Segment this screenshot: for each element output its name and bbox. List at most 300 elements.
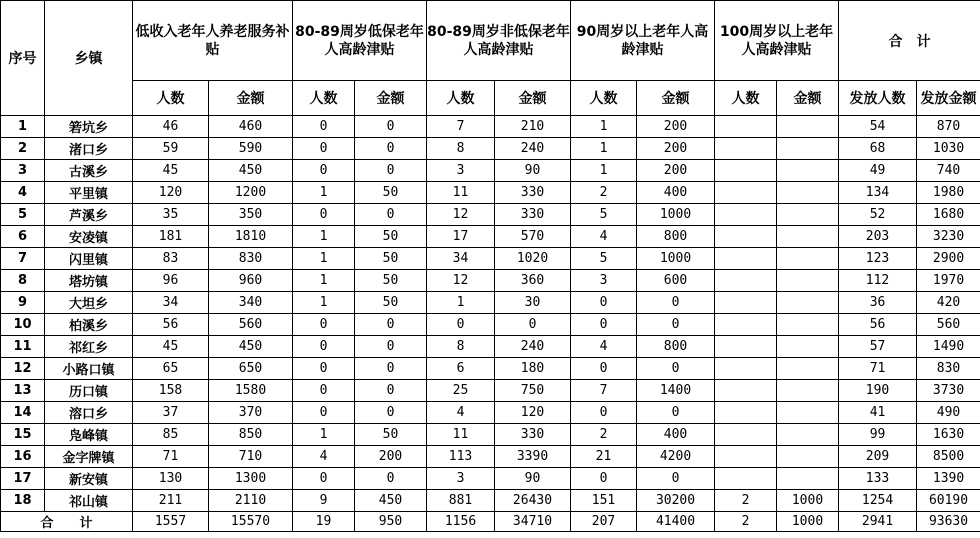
row-index: 15 bbox=[1, 424, 45, 446]
row-value: 800 bbox=[637, 226, 715, 248]
total-cell: 1156 bbox=[427, 512, 495, 532]
row-town: 安凌镇 bbox=[45, 226, 133, 248]
table-row bbox=[1, 204, 980, 226]
row-value: 0 bbox=[355, 358, 427, 380]
row-value: 85 bbox=[133, 424, 209, 446]
row-value: 740 bbox=[917, 160, 980, 182]
row-value: 112 bbox=[839, 270, 917, 292]
row-value: 0 bbox=[293, 314, 355, 336]
header-issued-amount: 发放金额 bbox=[917, 81, 980, 116]
row-value: 330 bbox=[495, 204, 571, 226]
row-value bbox=[715, 468, 777, 490]
header-people: 人数 bbox=[715, 81, 777, 116]
row-value: 8 bbox=[427, 138, 495, 160]
row-value: 4 bbox=[293, 446, 355, 468]
row-value: 710 bbox=[209, 446, 293, 468]
row-index: 10 bbox=[1, 314, 45, 336]
row-value: 4 bbox=[427, 402, 495, 424]
row-value: 1 bbox=[427, 292, 495, 314]
row-value: 56 bbox=[133, 314, 209, 336]
row-value: 11 bbox=[427, 424, 495, 446]
row-value: 4 bbox=[571, 336, 637, 358]
row-value: 4200 bbox=[637, 446, 715, 468]
row-value: 1 bbox=[571, 138, 637, 160]
row-value: 1 bbox=[293, 292, 355, 314]
row-value bbox=[715, 292, 777, 314]
row-index: 8 bbox=[1, 270, 45, 292]
row-value: 570 bbox=[495, 226, 571, 248]
row-value: 11 bbox=[427, 182, 495, 204]
row-value bbox=[777, 336, 839, 358]
header-group-80-89-non-dibao: 80-89周岁非低保老年人高龄津贴 bbox=[427, 1, 571, 81]
header-town: 乡镇 bbox=[45, 1, 133, 116]
row-value: 120 bbox=[133, 182, 209, 204]
row-value: 800 bbox=[637, 336, 715, 358]
row-value: 50 bbox=[355, 248, 427, 270]
row-value: 0 bbox=[571, 314, 637, 336]
row-value: 1490 bbox=[917, 336, 980, 358]
row-value bbox=[777, 270, 839, 292]
row-value: 0 bbox=[637, 314, 715, 336]
table-row bbox=[1, 248, 980, 270]
header-people: 人数 bbox=[571, 81, 637, 116]
row-index: 1 bbox=[1, 116, 45, 138]
row-town: 渚口乡 bbox=[45, 138, 133, 160]
row-value: 0 bbox=[355, 204, 427, 226]
row-value: 0 bbox=[571, 292, 637, 314]
row-value bbox=[777, 358, 839, 380]
row-index: 18 bbox=[1, 490, 45, 512]
row-index: 6 bbox=[1, 226, 45, 248]
row-value: 0 bbox=[293, 336, 355, 358]
row-value: 12 bbox=[427, 270, 495, 292]
row-value: 99 bbox=[839, 424, 917, 446]
header-amount: 金额 bbox=[637, 81, 715, 116]
row-value: 96 bbox=[133, 270, 209, 292]
row-value: 0 bbox=[293, 138, 355, 160]
row-value: 130 bbox=[133, 468, 209, 490]
row-value: 350 bbox=[209, 204, 293, 226]
row-value bbox=[777, 248, 839, 270]
row-value: 12 bbox=[427, 204, 495, 226]
row-value: 1810 bbox=[209, 226, 293, 248]
row-town: 古溪乡 bbox=[45, 160, 133, 182]
row-value: 1 bbox=[293, 182, 355, 204]
row-value bbox=[715, 402, 777, 424]
row-value: 1 bbox=[571, 160, 637, 182]
table-row bbox=[1, 424, 980, 446]
row-value: 0 bbox=[355, 138, 427, 160]
row-value: 2 bbox=[571, 424, 637, 446]
row-value bbox=[715, 182, 777, 204]
row-town: 闪里镇 bbox=[45, 248, 133, 270]
row-town: 小路口镇 bbox=[45, 358, 133, 380]
row-value bbox=[715, 204, 777, 226]
row-value: 17 bbox=[427, 226, 495, 248]
row-value: 57 bbox=[839, 336, 917, 358]
row-value: 5 bbox=[571, 204, 637, 226]
total-cell: 34710 bbox=[495, 512, 571, 532]
header-amount: 金额 bbox=[209, 81, 293, 116]
row-value: 8 bbox=[427, 336, 495, 358]
row-value: 0 bbox=[637, 358, 715, 380]
row-value: 240 bbox=[495, 138, 571, 160]
row-value: 1000 bbox=[777, 490, 839, 512]
row-town: 芦溪乡 bbox=[45, 204, 133, 226]
row-value: 54 bbox=[839, 116, 917, 138]
row-value: 0 bbox=[637, 468, 715, 490]
row-value bbox=[715, 116, 777, 138]
total-cell: 19 bbox=[293, 512, 355, 532]
row-value: 50 bbox=[355, 292, 427, 314]
row-value: 1390 bbox=[917, 468, 980, 490]
row-value bbox=[715, 424, 777, 446]
row-town: 凫峰镇 bbox=[45, 424, 133, 446]
row-value: 400 bbox=[637, 182, 715, 204]
row-value: 45 bbox=[133, 336, 209, 358]
row-value: 151 bbox=[571, 490, 637, 512]
table-row bbox=[1, 292, 980, 314]
table-row bbox=[1, 380, 980, 402]
row-value: 830 bbox=[917, 358, 980, 380]
row-value bbox=[715, 314, 777, 336]
table-row bbox=[1, 138, 980, 160]
row-value: 1020 bbox=[495, 248, 571, 270]
row-town: 大坦乡 bbox=[45, 292, 133, 314]
table-row bbox=[1, 490, 980, 512]
row-value: 1 bbox=[293, 270, 355, 292]
row-value bbox=[777, 226, 839, 248]
row-index: 13 bbox=[1, 380, 45, 402]
row-value: 450 bbox=[209, 160, 293, 182]
header-amount: 金额 bbox=[495, 81, 571, 116]
row-value: 3 bbox=[427, 468, 495, 490]
row-value: 1 bbox=[293, 424, 355, 446]
total-cell: 15570 bbox=[209, 512, 293, 532]
row-value: 0 bbox=[293, 204, 355, 226]
row-value bbox=[715, 226, 777, 248]
row-value: 1 bbox=[293, 226, 355, 248]
row-value: 46 bbox=[133, 116, 209, 138]
row-index: 16 bbox=[1, 446, 45, 468]
row-value: 0 bbox=[355, 336, 427, 358]
row-value: 450 bbox=[209, 336, 293, 358]
row-value: 0 bbox=[355, 314, 427, 336]
row-value: 200 bbox=[637, 160, 715, 182]
row-value: 560 bbox=[209, 314, 293, 336]
row-value bbox=[715, 138, 777, 160]
row-value: 26430 bbox=[495, 490, 571, 512]
row-value: 50 bbox=[355, 182, 427, 204]
row-value bbox=[715, 380, 777, 402]
row-value: 1630 bbox=[917, 424, 980, 446]
row-value: 200 bbox=[355, 446, 427, 468]
row-town: 祁山镇 bbox=[45, 490, 133, 512]
row-value: 83 bbox=[133, 248, 209, 270]
row-value: 650 bbox=[209, 358, 293, 380]
row-value: 0 bbox=[495, 314, 571, 336]
table-body bbox=[1, 116, 980, 512]
row-value: 0 bbox=[427, 314, 495, 336]
row-town: 平里镇 bbox=[45, 182, 133, 204]
row-value: 71 bbox=[133, 446, 209, 468]
table-row bbox=[1, 160, 980, 182]
header-amount: 金额 bbox=[355, 81, 427, 116]
row-value: 180 bbox=[495, 358, 571, 380]
row-value: 0 bbox=[355, 116, 427, 138]
header-group-80-89-dibao: 80-89周岁低保老年人高龄津贴 bbox=[293, 1, 427, 81]
row-value bbox=[715, 248, 777, 270]
row-value: 400 bbox=[637, 424, 715, 446]
row-value: 0 bbox=[355, 380, 427, 402]
row-index: 5 bbox=[1, 204, 45, 226]
row-value: 3390 bbox=[495, 446, 571, 468]
row-town: 历口镇 bbox=[45, 380, 133, 402]
row-value bbox=[777, 204, 839, 226]
row-value: 1970 bbox=[917, 270, 980, 292]
row-value: 5 bbox=[571, 248, 637, 270]
row-value: 3 bbox=[571, 270, 637, 292]
row-value bbox=[715, 160, 777, 182]
table-row bbox=[1, 116, 980, 138]
row-value: 0 bbox=[293, 380, 355, 402]
table-row bbox=[1, 226, 980, 248]
row-value: 0 bbox=[293, 116, 355, 138]
row-value: 1 bbox=[571, 116, 637, 138]
row-value: 200 bbox=[637, 116, 715, 138]
header-index: 序号 bbox=[1, 1, 45, 116]
row-value: 2110 bbox=[209, 490, 293, 512]
row-index: 17 bbox=[1, 468, 45, 490]
row-value: 45 bbox=[133, 160, 209, 182]
header-people: 人数 bbox=[293, 81, 355, 116]
row-value: 4 bbox=[571, 226, 637, 248]
row-town: 柏溪乡 bbox=[45, 314, 133, 336]
row-town: 新安镇 bbox=[45, 468, 133, 490]
row-town: 溶口乡 bbox=[45, 402, 133, 424]
row-value: 9 bbox=[293, 490, 355, 512]
row-value: 3230 bbox=[917, 226, 980, 248]
row-value: 460 bbox=[209, 116, 293, 138]
row-value: 113 bbox=[427, 446, 495, 468]
row-value: 881 bbox=[427, 490, 495, 512]
row-value: 1 bbox=[293, 248, 355, 270]
row-value: 25 bbox=[427, 380, 495, 402]
row-value: 1200 bbox=[209, 182, 293, 204]
table-row bbox=[1, 358, 980, 380]
row-index: 14 bbox=[1, 402, 45, 424]
row-value bbox=[777, 402, 839, 424]
row-value: 0 bbox=[293, 468, 355, 490]
row-value: 1400 bbox=[637, 380, 715, 402]
row-value bbox=[715, 270, 777, 292]
row-value: 1030 bbox=[917, 138, 980, 160]
row-value bbox=[777, 160, 839, 182]
row-value: 52 bbox=[839, 204, 917, 226]
row-town: 箬坑乡 bbox=[45, 116, 133, 138]
row-value: 1000 bbox=[637, 248, 715, 270]
header-group-100-plus: 100周岁以上老年人高龄津贴 bbox=[715, 1, 839, 81]
table-row bbox=[1, 270, 980, 292]
row-value: 0 bbox=[571, 468, 637, 490]
row-value: 1980 bbox=[917, 182, 980, 204]
row-value: 370 bbox=[209, 402, 293, 424]
row-value: 6 bbox=[427, 358, 495, 380]
total-cell: 2941 bbox=[839, 512, 917, 532]
row-value: 71 bbox=[839, 358, 917, 380]
row-value: 1254 bbox=[839, 490, 917, 512]
row-value: 50 bbox=[355, 226, 427, 248]
row-value: 7 bbox=[571, 380, 637, 402]
row-value: 203 bbox=[839, 226, 917, 248]
row-value: 158 bbox=[133, 380, 209, 402]
total-cell: 93630 bbox=[917, 512, 980, 532]
row-index: 12 bbox=[1, 358, 45, 380]
table-row bbox=[1, 446, 980, 468]
row-value: 0 bbox=[293, 358, 355, 380]
row-value: 0 bbox=[571, 402, 637, 424]
row-value bbox=[777, 468, 839, 490]
row-index: 9 bbox=[1, 292, 45, 314]
row-value: 210 bbox=[495, 116, 571, 138]
row-value: 850 bbox=[209, 424, 293, 446]
row-value: 34 bbox=[133, 292, 209, 314]
row-value: 8500 bbox=[917, 446, 980, 468]
row-value: 200 bbox=[637, 138, 715, 160]
row-value: 450 bbox=[355, 490, 427, 512]
row-value: 123 bbox=[839, 248, 917, 270]
total-label: 合 计 bbox=[1, 512, 133, 532]
row-town: 金字牌镇 bbox=[45, 446, 133, 468]
row-value: 2 bbox=[571, 182, 637, 204]
row-value: 190 bbox=[839, 380, 917, 402]
row-value: 120 bbox=[495, 402, 571, 424]
row-value: 1580 bbox=[209, 380, 293, 402]
row-value bbox=[777, 292, 839, 314]
row-value: 960 bbox=[209, 270, 293, 292]
row-value: 0 bbox=[637, 292, 715, 314]
row-value bbox=[715, 446, 777, 468]
row-value: 211 bbox=[133, 490, 209, 512]
row-value: 90 bbox=[495, 468, 571, 490]
row-value: 50 bbox=[355, 270, 427, 292]
row-value: 36 bbox=[839, 292, 917, 314]
row-value: 3 bbox=[427, 160, 495, 182]
table-row bbox=[1, 314, 980, 336]
row-value: 209 bbox=[839, 446, 917, 468]
table-row bbox=[1, 336, 980, 358]
row-value: 330 bbox=[495, 182, 571, 204]
total-row bbox=[1, 512, 980, 532]
row-value: 21 bbox=[571, 446, 637, 468]
row-value bbox=[777, 182, 839, 204]
row-value: 2900 bbox=[917, 248, 980, 270]
table-row bbox=[1, 182, 980, 204]
row-value: 240 bbox=[495, 336, 571, 358]
header-people: 人数 bbox=[133, 81, 209, 116]
row-value: 3730 bbox=[917, 380, 980, 402]
row-value: 68 bbox=[839, 138, 917, 160]
row-value: 59 bbox=[133, 138, 209, 160]
row-value: 37 bbox=[133, 402, 209, 424]
row-value: 490 bbox=[917, 402, 980, 424]
row-value: 600 bbox=[637, 270, 715, 292]
row-index: 2 bbox=[1, 138, 45, 160]
row-value: 7 bbox=[427, 116, 495, 138]
row-value bbox=[715, 336, 777, 358]
row-value: 1300 bbox=[209, 468, 293, 490]
row-value bbox=[777, 116, 839, 138]
row-value: 30 bbox=[495, 292, 571, 314]
row-town: 塔坊镇 bbox=[45, 270, 133, 292]
header-amount: 金额 bbox=[777, 81, 839, 116]
row-value: 65 bbox=[133, 358, 209, 380]
row-value: 340 bbox=[209, 292, 293, 314]
row-value: 90 bbox=[495, 160, 571, 182]
table-row bbox=[1, 402, 980, 424]
row-value: 330 bbox=[495, 424, 571, 446]
row-value: 0 bbox=[355, 160, 427, 182]
row-value: 134 bbox=[839, 182, 917, 204]
row-value: 870 bbox=[917, 116, 980, 138]
row-index: 11 bbox=[1, 336, 45, 358]
row-value: 1680 bbox=[917, 204, 980, 226]
row-value: 1000 bbox=[637, 204, 715, 226]
row-town: 祁红乡 bbox=[45, 336, 133, 358]
row-value: 41 bbox=[839, 402, 917, 424]
row-value: 560 bbox=[917, 314, 980, 336]
row-value bbox=[777, 138, 839, 160]
row-value: 0 bbox=[355, 402, 427, 424]
row-value: 0 bbox=[293, 402, 355, 424]
row-value: 360 bbox=[495, 270, 571, 292]
table-row bbox=[1, 468, 980, 490]
row-value: 34 bbox=[427, 248, 495, 270]
row-index: 4 bbox=[1, 182, 45, 204]
header-group-low-income: 低收入老年人养老服务补贴 bbox=[133, 1, 293, 81]
total-cell: 1000 bbox=[777, 512, 839, 532]
header-issued-people: 发放人数 bbox=[839, 81, 917, 116]
row-value: 0 bbox=[293, 160, 355, 182]
row-value: 56 bbox=[839, 314, 917, 336]
row-value bbox=[777, 446, 839, 468]
header-group-total: 合 计 bbox=[839, 1, 980, 81]
total-cell: 2 bbox=[715, 512, 777, 532]
row-value bbox=[715, 358, 777, 380]
header-group-90-plus: 90周岁以上老年人高龄津贴 bbox=[571, 1, 715, 81]
row-value: 2 bbox=[715, 490, 777, 512]
row-value: 590 bbox=[209, 138, 293, 160]
row-value: 830 bbox=[209, 248, 293, 270]
row-value: 750 bbox=[495, 380, 571, 402]
row-value: 50 bbox=[355, 424, 427, 446]
total-cell: 41400 bbox=[637, 512, 715, 532]
row-value: 181 bbox=[133, 226, 209, 248]
row-value bbox=[777, 380, 839, 402]
row-value: 420 bbox=[917, 292, 980, 314]
row-value: 49 bbox=[839, 160, 917, 182]
header-people: 人数 bbox=[427, 81, 495, 116]
row-value: 0 bbox=[355, 468, 427, 490]
row-value: 0 bbox=[637, 402, 715, 424]
total-cell: 1557 bbox=[133, 512, 209, 532]
row-value bbox=[777, 424, 839, 446]
row-value: 0 bbox=[571, 358, 637, 380]
row-index: 7 bbox=[1, 248, 45, 270]
row-value: 133 bbox=[839, 468, 917, 490]
row-value: 35 bbox=[133, 204, 209, 226]
total-cell: 950 bbox=[355, 512, 427, 532]
